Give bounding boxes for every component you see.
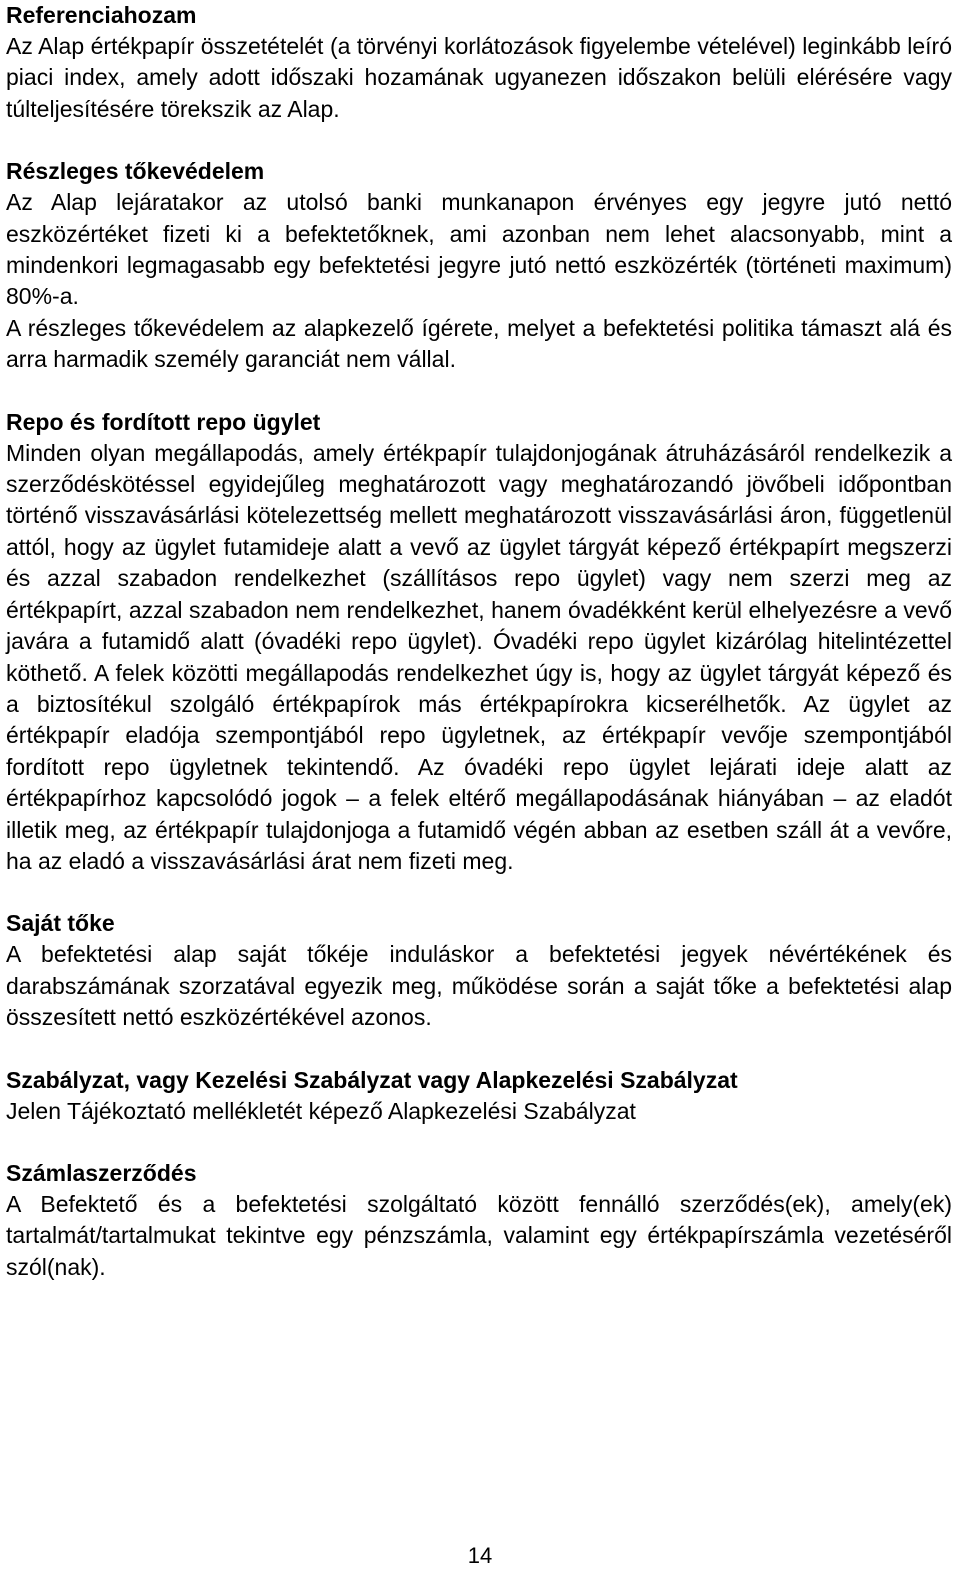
page-number: 14 bbox=[467, 1543, 493, 1568]
definition-term: Számlaszerződés bbox=[6, 1159, 197, 1186]
document-page bbox=[6, 0, 952, 1283]
definition-text: Minden olyan megállapodás, amely értékpapír tulajdonjogának átruházásáról rendelkezik a szerződéskötéssel egyidejűleg meghatározott vagy meghatározandó jövőbeli időpontban történő visszavásárlási kötelezettség mellett meghatározott visszavásárlási áron, függetlenül attól, hogy az ügylet futamideje alatt a vevő az ügylet tárgyát képező értékpapírt megszerzi és azzal szabadon rendelkezhet (szállításos repo ügylet) vagy nem szerzi meg az értékpapírt, azzal szabadon nem rendelkezhet, hanem óvadékként kerül elhelyezésre a vevő javára a futamidő alatt (óvadéki repo ügylet). Óvadéki repo ügylet kizárólag hitelintézettel köthető. A felek közötti megállapodás rendelkezhet úgy is, hogy az ügylet tárgyát képező és a biztosítékul szolgáló értékpapírok más értékpapírokra kicserélhetők. Az ügylet az értékpapír eladója szempontjából repo ügyletnek, az értékpapír vevője szempontjából fordított repo ügyletnek tekintendő. Az óvadéki repo ügylet lejárati ideje alatt az értékpapírhoz kapcsolódó jogok – a felek eltérő megállapodásának hiányában – az eladót illetik meg, az értékpapír tulajdonjoga a futamidő végén abban az esetben száll át a vevőre, ha az eladó a visszavásárlási árat nem fizeti meg. bbox=[6, 439, 952, 874]
definition-text: A részleges tőkevédelem az alapkezelő ígérete, melyet a befektetési politika támaszt alá és arra harmadik személy garanciát nem vállal. bbox=[6, 314, 952, 373]
definition-text: Az Alap lejáratakor az utolsó banki munkanapon érvényes egy jegyre jutó nettó eszközértéket fizeti ki a befektetőknek, ami azonban nem lehet alacsonyabb, mint a mindenkori legmagasabb egy befektetési jegyre jutó nettó eszközérték (történeti maximum) 80%-a. bbox=[6, 189, 952, 310]
definition-text: Jelen Tájékoztató mellékletét képező Alapkezelési Szabályzat bbox=[6, 1097, 636, 1124]
definition-term: Szabályzat, vagy Kezelési Szabályzat vagy Alapkezelési Szabályzat bbox=[6, 1066, 738, 1093]
definition-szamlaszerzodes bbox=[6, 1158, 952, 1283]
definition-term: Saját tőke bbox=[6, 910, 115, 937]
definition-text: A befektetési alap saját tőkéje induláskor a befektetési jegyek névértékének és darabszámának szorzatával egyezik meg, működése során a saját tőke a befektetési alap összesített nettó eszközértékével azonos. bbox=[6, 941, 952, 1031]
definition-term: Repo és fordított repo ügylet bbox=[6, 408, 321, 435]
definition-reszleges-tokevedelem bbox=[6, 156, 952, 375]
definition-term: Referenciahozam bbox=[6, 2, 197, 28]
definition-term: Részleges tőkevédelem bbox=[6, 158, 265, 185]
definition-szabalyzat bbox=[6, 1065, 952, 1127]
definition-text: A Befektető és a befektetési szolgáltató között fennálló szerződés(ek), amely(ek) tartalmát/tartalmukat tekintve egy pénzszámla, valamint egy értékpapírszámla vezetéséről szól(nak). bbox=[6, 1190, 952, 1280]
definition-text: Az Alap értékpapír összetételét (a törvényi korlátozások figyelembe vételével) leginkább leíró piaci index, amely adott időszaki hozamának ugyanezen időszakon belüli elérésére vagy túlteljesítésére törekszik az Alap. bbox=[6, 33, 952, 122]
definition-referenciahozam bbox=[6, 0, 952, 125]
definition-repo-ugylet bbox=[6, 407, 952, 878]
definition-sajat-toke bbox=[6, 908, 952, 1033]
